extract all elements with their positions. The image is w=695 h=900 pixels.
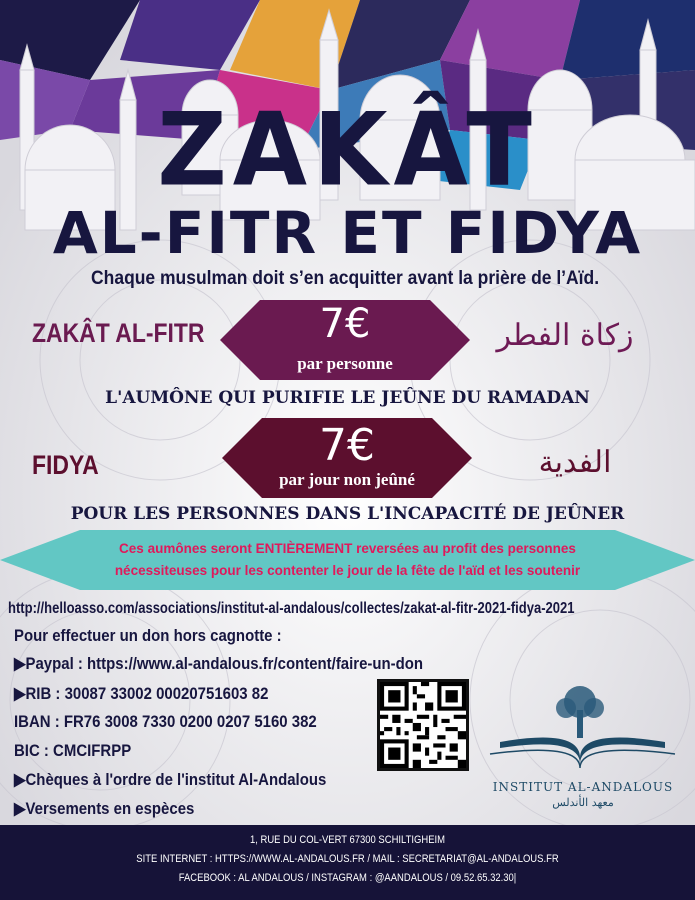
zakat-price: 7€ bbox=[319, 301, 371, 347]
fidya-description: POUR LES PERSONNES DANS L'INCAPACITÉ DE JEÛNER bbox=[70, 504, 625, 524]
footer bbox=[0, 825, 695, 900]
fidya-price-badge bbox=[222, 418, 472, 498]
fidya-arabic-label: الفدية bbox=[538, 445, 612, 480]
helloasso-link[interactable]: http://helloasso.com/associations/institut-al-andalous/collectes/zakat-al-fitr-2021-fidya-2021 bbox=[8, 600, 575, 617]
iban-text: IBAN : FR76 3008 7330 0200 0207 5160 382 bbox=[14, 712, 317, 731]
zakat-arabic-label: زكاة الفطر bbox=[496, 318, 634, 353]
zakat-description: L'AUMÔNE QUI PURIFIE LE JEÛNE DU RAMADAN bbox=[105, 388, 590, 408]
intro-sentence: Chaque musulman doit s’en acquitter avant la prière de l’Aïd. bbox=[91, 268, 600, 289]
footer-address: 1, RUE DU COL-VERT 67300 SCHILTIGHEIM bbox=[249, 834, 446, 846]
institute-logo-arabic: معهد الأندلس bbox=[552, 796, 614, 809]
donation-intro: Pour effectuer un don hors cagnotte : bbox=[14, 626, 282, 645]
cheques-text: ▶Chèques à l'ordre de l'institut Al-Andalous bbox=[14, 770, 327, 789]
zakat-price-badge bbox=[220, 300, 470, 380]
page-title: ZAKÂT bbox=[157, 91, 538, 209]
page-subtitle: AL-FITR ET FIDYA bbox=[52, 199, 643, 267]
fidya-price: 7€ bbox=[319, 420, 375, 471]
zakat-price-unit: par personne bbox=[297, 354, 393, 373]
institute-logo-name: INSTITUT AL-ANDALOUS bbox=[492, 780, 674, 794]
notice-line-1: Ces aumônes seront ENTIÈREMENT reversées au profit des personnes bbox=[119, 541, 576, 556]
bic-text: BIC : CMCIFRPP bbox=[14, 741, 132, 760]
cash-text: ▶Versements en espèces bbox=[14, 799, 195, 818]
fidya-label: FIDYA bbox=[32, 450, 99, 480]
notice-line-2: nécessiteuses pour les contenter le jour de la fête de l'aïd et les soutenir bbox=[114, 563, 581, 578]
fidya-price-unit: par jour non jeûné bbox=[279, 470, 415, 489]
institute-logo-icon bbox=[480, 680, 685, 770]
footer-social-phone[interactable]: FACEBOOK : AL ANDALOUS / INSTAGRAM : @AANDALOUS / 09.52.65.32.30| bbox=[178, 872, 517, 884]
paypal-link[interactable]: ▶Paypal : https://www.al-andalous.fr/content/faire-un-don bbox=[14, 654, 424, 673]
rib-text: ▶RIB : 30087 33002 00020751603 82 bbox=[14, 684, 269, 703]
qr-code[interactable] bbox=[377, 679, 469, 771]
zakat-label: ZAKÂT AL-FITR bbox=[32, 318, 205, 348]
footer-web-mail[interactable]: SITE INTERNET : HTTPS://WWW.AL-ANDALOUS.FR / MAIL : SECRETARIAT@AL-ANDALOUS.FR bbox=[136, 853, 559, 865]
